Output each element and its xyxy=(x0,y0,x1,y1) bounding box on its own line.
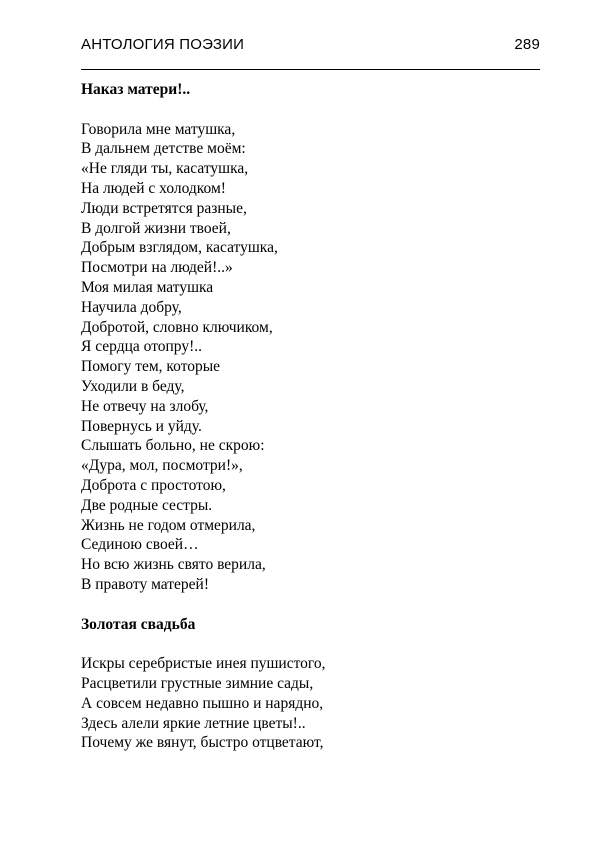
poem-line: В долгой жизни твоей, xyxy=(81,219,231,237)
poem-line: Жизнь не годом отмерила, xyxy=(81,516,256,534)
poem-line: В дальнем детстве моём: xyxy=(81,140,246,158)
poem-line: Расцветили грустные зимние сады, xyxy=(81,674,314,692)
poem-line: Повернусь и уйду. xyxy=(81,417,202,435)
poem-line: Две родные сестры. xyxy=(81,496,213,514)
poem-line: Доброта с простотою, xyxy=(81,476,226,494)
poem-line: Добротой, словно ключиком, xyxy=(81,318,273,336)
poem-line: Но всю жизнь свято верила, xyxy=(81,556,266,574)
poem-line: «Дура, мол, посмотри!», xyxy=(81,457,243,475)
poem-line: Добрым взглядом, касатушка, xyxy=(81,239,278,257)
poem-line: А совсем недавно пышно и нарядно, xyxy=(81,694,324,712)
poem-line: Здесь алели яркие летние цветы!.. xyxy=(81,714,306,732)
poem-line: Сединою своей… xyxy=(81,536,199,554)
poem-line: Слышать больно, не скрою: xyxy=(81,437,265,455)
page-header xyxy=(81,36,540,53)
page-number: 289 xyxy=(514,36,540,53)
poem-line: На людей с холодком! xyxy=(81,179,226,197)
page-content xyxy=(81,80,541,753)
poem-line: Почему же вянут, быстро отцветают, xyxy=(81,734,324,752)
poem-line: Уходили в беду, xyxy=(81,377,185,395)
poem-nakaz-materi xyxy=(81,80,541,595)
header-rule xyxy=(81,69,540,70)
poem-line: Посмотри на людей!..» xyxy=(81,259,233,277)
poem-line: Научила добру, xyxy=(81,298,182,316)
poem-line: Люди встретятся разные, xyxy=(81,199,247,217)
poem-line: В правоту матерей! xyxy=(81,575,210,593)
poem-line: Говорила мне матушка, xyxy=(81,120,236,138)
poem-body xyxy=(81,120,541,595)
poem-zolotaya-svadba xyxy=(81,615,541,754)
poem-line: Помогу тем, которые xyxy=(81,358,221,376)
poem-line: Я сердца отопру!.. xyxy=(81,338,203,356)
poem-line: Моя милая матушка xyxy=(81,278,214,296)
poem-title: Наказ матери!.. xyxy=(81,81,191,98)
running-title: АНТОЛОГИЯ ПОЭЗИИ xyxy=(81,36,245,53)
poem-body xyxy=(81,654,541,753)
poem-line: Не отвечу на злобу, xyxy=(81,397,209,415)
poem-title: Золотая свадьба xyxy=(81,615,196,633)
poem-line: Искры серебристые инея пушистого, xyxy=(81,655,326,673)
poem-line: «Не гляди ты, касатушка, xyxy=(81,160,249,178)
